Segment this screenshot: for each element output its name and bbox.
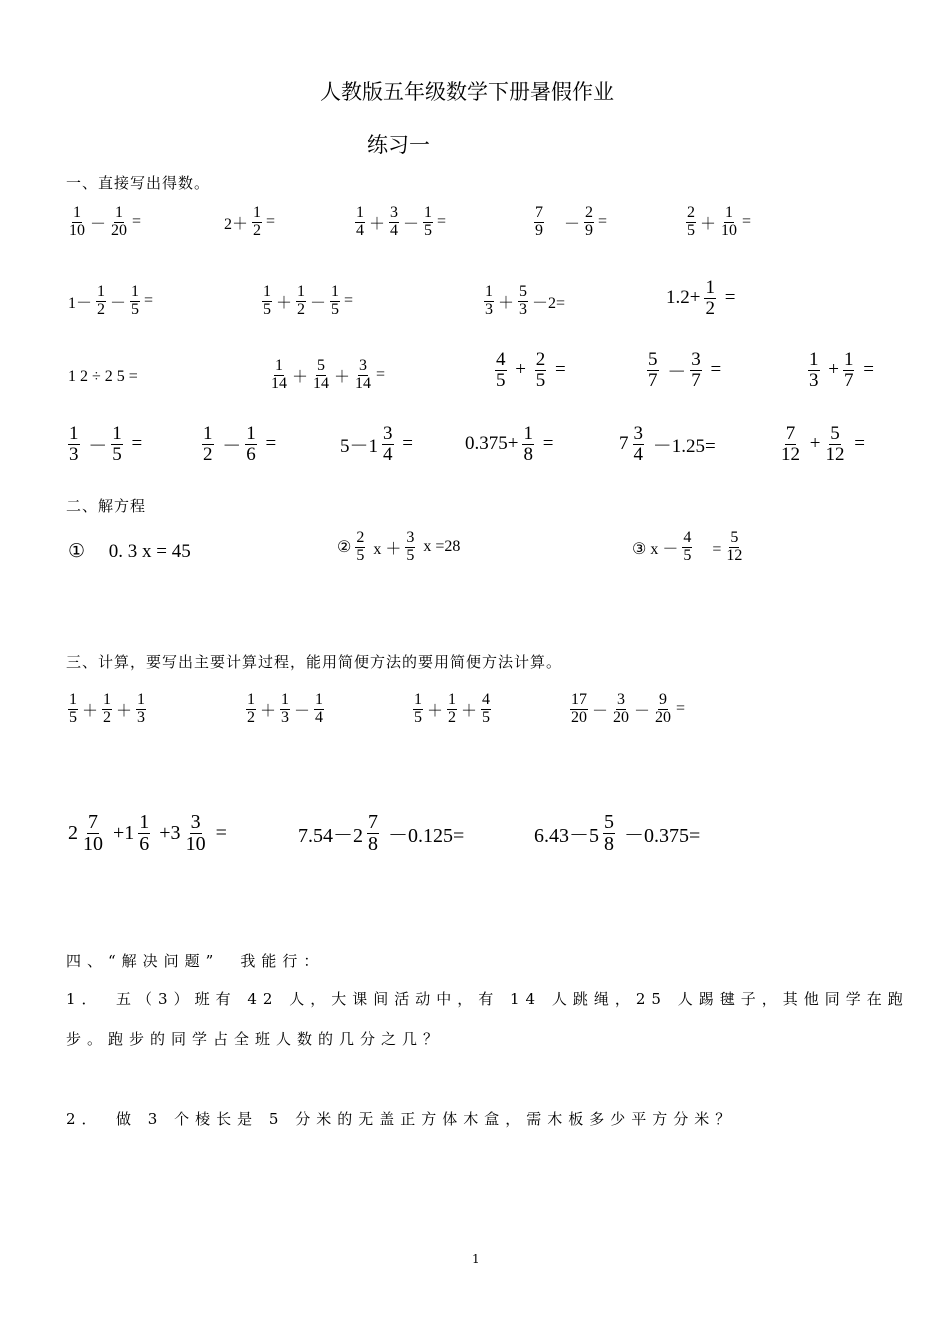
- fraction: [534, 205, 544, 240]
- numerator: 1: [247, 691, 255, 708]
- numerator: 5: [730, 529, 739, 546]
- expression-text: =: [742, 213, 752, 231]
- fraction: [252, 205, 262, 240]
- numerator: 1: [281, 691, 290, 708]
- denominator: 7: [691, 369, 701, 391]
- denominator: 12: [781, 443, 800, 465]
- fraction: [633, 424, 645, 465]
- expression-text: =: [550, 359, 566, 381]
- denominator: 5: [112, 443, 122, 465]
- numerator: 1: [356, 204, 364, 221]
- fraction: [280, 692, 290, 727]
- denominator: 2: [97, 300, 106, 318]
- numerator: 1: [131, 283, 140, 300]
- exercise: [268, 358, 387, 393]
- denominator: 10: [69, 221, 85, 239]
- word-problem-2: 2． 做 3 个棱长是 5 分米的无盖正方体木盒，需木板多少平方分米？: [66, 1110, 737, 1128]
- expression-text: ＋: [427, 702, 444, 720]
- numerator: 1: [69, 691, 77, 708]
- fraction: [354, 358, 372, 393]
- denominator: 3: [281, 708, 290, 726]
- expression-text: －: [592, 702, 609, 720]
- expression-text: －2=: [532, 294, 566, 312]
- numerator: 1: [843, 349, 854, 370]
- numerator: 7: [785, 423, 796, 444]
- fraction: [389, 205, 399, 240]
- fraction: [296, 284, 306, 319]
- numerator: 2: [535, 349, 546, 370]
- numerator: 1: [725, 204, 734, 221]
- numerator: 1: [331, 283, 340, 300]
- fraction: [704, 278, 716, 319]
- expression-text: －1.25=: [648, 435, 716, 457]
- denominator: 3: [485, 300, 493, 318]
- expression-text: －: [90, 215, 107, 233]
- denominator: 5: [406, 546, 415, 564]
- numerator: 7: [88, 811, 98, 833]
- expression-text: ＋: [461, 702, 478, 720]
- numerator: 3: [617, 691, 626, 708]
- fraction: [355, 530, 365, 565]
- fraction: [312, 358, 330, 393]
- expression-text: ②: [337, 539, 352, 557]
- denominator: 5: [496, 369, 506, 391]
- numerator: 1: [809, 349, 819, 370]
- fraction: [202, 424, 214, 465]
- denominator: 10: [83, 833, 103, 855]
- denominator: 20: [655, 708, 672, 726]
- expression-text: 0.375+: [465, 433, 519, 455]
- numerator: 7: [368, 811, 378, 833]
- denominator: 5: [535, 369, 546, 391]
- expression-text: +: [510, 359, 531, 381]
- expression-text: 6.43－5: [534, 825, 599, 847]
- expression-text: ＋: [276, 294, 293, 312]
- expression-text: +: [805, 433, 821, 455]
- exercise: [532, 205, 609, 240]
- expression-text: 2＋: [224, 215, 249, 233]
- exercise: [463, 424, 555, 465]
- denominator: 5: [687, 221, 695, 239]
- exercise: [296, 812, 466, 855]
- numerator: 1: [246, 423, 256, 444]
- expression-text: ③ x －: [632, 540, 679, 558]
- exercise: [222, 205, 277, 240]
- equation: [630, 530, 745, 565]
- numerator: 1: [485, 283, 493, 300]
- numerator: 1: [139, 811, 150, 833]
- exercise: [778, 424, 867, 465]
- denominator: 20: [111, 221, 128, 239]
- expression-text: =: [676, 700, 686, 718]
- fraction: [270, 358, 288, 393]
- expression-text: =: [858, 359, 874, 381]
- fraction: [68, 424, 80, 465]
- fraction: [68, 692, 78, 727]
- expression-text: －: [294, 702, 311, 720]
- fraction: [654, 692, 672, 727]
- expression-text: －: [310, 294, 327, 312]
- expression-text: －: [662, 361, 687, 383]
- expression-text: =: [397, 433, 413, 455]
- fraction: [518, 284, 528, 319]
- denominator: 5: [424, 221, 433, 239]
- expression-text: 5－1: [340, 435, 379, 457]
- expression-text: =: [210, 822, 227, 844]
- fraction: [690, 350, 702, 391]
- fraction: [136, 692, 146, 727]
- exercise: [532, 812, 702, 855]
- exercise: [664, 278, 737, 319]
- denominator: 2: [448, 708, 457, 726]
- page-title: 人教版五年级数学下册暑假作业: [320, 80, 614, 104]
- fraction: [382, 424, 394, 465]
- page-subtitle: 练习一: [367, 133, 430, 157]
- numerator: 1: [73, 204, 81, 221]
- denominator: 2: [103, 708, 112, 726]
- exercise: [338, 424, 415, 465]
- page-number: 1: [472, 1252, 480, 1266]
- expression-text: =: [849, 433, 865, 455]
- expression-text: =: [537, 433, 554, 455]
- denominator: 5: [482, 708, 491, 726]
- exercise: [568, 692, 687, 727]
- fraction: [102, 692, 112, 727]
- fraction: [495, 350, 507, 391]
- exercise: [66, 368, 140, 386]
- fraction: [405, 530, 415, 565]
- fraction: [367, 812, 379, 855]
- denominator: 12: [825, 443, 845, 465]
- expression-text: 1 2 ÷ 2 5 =: [68, 368, 138, 385]
- expression-text: －: [83, 435, 108, 457]
- exercise: [244, 692, 326, 727]
- numerator: 2: [687, 204, 695, 221]
- numerator: 3: [390, 204, 399, 221]
- expression-text: ＋: [334, 368, 351, 386]
- denominator: 5: [263, 300, 271, 318]
- fraction: [96, 284, 106, 319]
- denominator: 5: [331, 300, 340, 318]
- expression-text: ① 0. 3 x = 45: [68, 541, 191, 562]
- denominator: 6: [139, 833, 150, 855]
- denominator: 3: [809, 369, 819, 391]
- fraction: [68, 205, 86, 240]
- section-heading-3: 三、计算，要写出主要计算过程，能用简便方法的要用简便方法计算。: [66, 653, 563, 671]
- denominator: 4: [383, 443, 393, 465]
- numerator: 3: [190, 811, 201, 833]
- numerator: 1: [448, 691, 457, 708]
- denominator: 2: [705, 297, 715, 319]
- numerator: 3: [633, 423, 643, 444]
- exercise: [260, 284, 355, 319]
- expression-text: 7.54－2: [298, 825, 363, 847]
- denominator: 9: [535, 221, 543, 239]
- denominator: 4: [390, 221, 399, 239]
- denominator: 5: [356, 546, 365, 564]
- denominator: 10: [185, 833, 206, 855]
- exercise: [617, 424, 718, 465]
- numerator: 1: [203, 423, 213, 444]
- exercise: [200, 424, 278, 465]
- numerator: 1: [297, 283, 306, 300]
- expression-text: －0.125=: [383, 825, 465, 847]
- expression-text: －0.375=: [619, 825, 701, 847]
- fraction: [330, 284, 340, 319]
- expression-text: ＋: [82, 702, 99, 720]
- denominator: 8: [523, 443, 533, 465]
- expression-text: 1.2+: [666, 287, 701, 309]
- section-heading-1: 一、直接写出得数。: [66, 174, 211, 192]
- expression-text: 1－: [68, 294, 93, 312]
- fraction: [413, 692, 423, 727]
- expression-text: =: [266, 213, 276, 231]
- exercise: [66, 424, 144, 465]
- fraction: [481, 692, 491, 727]
- numerator: 2: [585, 204, 594, 221]
- expression-text: －: [634, 702, 651, 720]
- denominator: 4: [356, 221, 364, 239]
- denominator: 3: [519, 300, 528, 318]
- section-heading-4: 四、“解决问题” 我能行：: [66, 952, 325, 970]
- denominator: 5: [414, 708, 422, 726]
- fraction: [808, 350, 820, 391]
- exercise: [353, 205, 448, 240]
- expression-text: x ＋: [369, 540, 402, 558]
- fraction: [355, 205, 365, 240]
- denominator: 2: [297, 300, 306, 318]
- numerator: 3: [383, 423, 393, 444]
- denominator: 20: [571, 708, 587, 726]
- expression-text: －: [110, 294, 127, 312]
- fraction: [647, 350, 659, 391]
- numerator: 5: [648, 349, 658, 370]
- numerator: 3: [691, 349, 701, 370]
- numerator: 1: [414, 691, 422, 708]
- expression-text: =: [437, 213, 447, 231]
- fraction: [185, 812, 207, 855]
- expression-text: =: [144, 292, 154, 310]
- expression-text: ＋: [700, 215, 717, 233]
- expression-text: =: [344, 292, 354, 310]
- fraction: [612, 692, 630, 727]
- exercise: [66, 205, 143, 240]
- numerator: 1: [705, 277, 715, 298]
- numerator: 5: [519, 283, 528, 300]
- denominator: 3: [69, 443, 79, 465]
- expression-text: ＋: [260, 702, 277, 720]
- fraction: [780, 424, 801, 465]
- section-heading-2: 二、解方程: [66, 497, 147, 515]
- exercise: [66, 692, 148, 727]
- fraction: [570, 692, 588, 727]
- denominator: 7: [648, 369, 658, 391]
- expression-text: =: [260, 433, 277, 455]
- denominator: 2: [253, 221, 262, 239]
- numerator: 1: [103, 691, 112, 708]
- equation: [66, 536, 193, 563]
- expression-text: =: [705, 359, 722, 381]
- numerator: 2: [356, 529, 365, 546]
- expression-text: ＋: [369, 215, 386, 233]
- denominator: 8: [604, 833, 614, 855]
- fraction: [725, 530, 743, 565]
- exercise: [493, 350, 568, 391]
- exercise: [645, 350, 723, 391]
- expression-text: =: [376, 366, 386, 384]
- fraction: [111, 424, 123, 465]
- exercise: [66, 812, 229, 855]
- fraction: [447, 692, 457, 727]
- denominator: 14: [271, 374, 287, 392]
- word-problem-1-line-1: 1． 五（3）班有 42 人，大课间活动中，有 14 人跳绳，25 人踢毽子，其他同学在跑: [66, 990, 909, 1008]
- denominator: 3: [137, 708, 146, 726]
- numerator: 5: [317, 357, 326, 374]
- expression-text: 2: [68, 822, 78, 844]
- exercise: [684, 205, 753, 240]
- fraction: [824, 424, 845, 465]
- fraction: [314, 692, 324, 727]
- expression-text: x =28: [419, 538, 461, 556]
- fraction: [138, 812, 150, 855]
- numerator: 1: [424, 204, 433, 221]
- expression-text: =: [126, 433, 143, 455]
- denominator: 20: [613, 708, 630, 726]
- fraction: [686, 205, 696, 240]
- fraction: [484, 284, 494, 319]
- expression-text: =: [719, 287, 736, 309]
- expression-text: ＋: [498, 294, 515, 312]
- fraction: [522, 424, 534, 465]
- numerator: 5: [830, 423, 840, 444]
- expression-text: +1: [108, 822, 135, 844]
- numerator: 5: [604, 811, 614, 833]
- denominator: 9: [585, 221, 594, 239]
- numerator: 1: [263, 283, 271, 300]
- denominator: 10: [721, 221, 738, 239]
- fraction: [843, 350, 855, 391]
- fraction: [584, 205, 594, 240]
- fraction: [682, 530, 692, 565]
- exercise: [806, 350, 876, 391]
- denominator: 14: [313, 374, 330, 392]
- denominator: 14: [355, 374, 372, 392]
- numerator: 3: [406, 529, 415, 546]
- expression-text: ＋: [116, 702, 133, 720]
- numerator: 1: [253, 204, 262, 221]
- denominator: 7: [843, 369, 854, 391]
- denominator: 5: [683, 546, 692, 564]
- exercise: [482, 284, 567, 319]
- fraction: [423, 205, 433, 240]
- numerator: 4: [482, 691, 491, 708]
- expression-text: +3: [154, 822, 181, 844]
- expression-text: ＋: [292, 368, 309, 386]
- fraction: [246, 692, 256, 727]
- numerator: 1: [112, 423, 122, 444]
- numerator: 1: [97, 283, 106, 300]
- fraction: [603, 812, 615, 855]
- fraction: [262, 284, 272, 319]
- numerator: 1: [275, 357, 283, 374]
- numerator: 1: [115, 204, 124, 221]
- expression-text: －: [403, 215, 420, 233]
- denominator: 2: [247, 708, 255, 726]
- denominator: 4: [315, 708, 324, 726]
- denominator: 6: [246, 443, 256, 465]
- numerator: 7: [535, 204, 543, 221]
- fraction: [535, 350, 547, 391]
- exercise: [411, 692, 493, 727]
- expression-text: －: [217, 435, 242, 457]
- denominator: 2: [203, 443, 213, 465]
- word-problem-1-line-2: 步。跑步的同学占全班人数的几分之几？: [66, 1030, 445, 1048]
- numerator: 1: [315, 691, 324, 708]
- equation: [335, 530, 462, 565]
- expression-text: =: [598, 213, 608, 231]
- denominator: 8: [368, 833, 378, 855]
- fraction: [245, 424, 257, 465]
- expression-text: =: [696, 540, 722, 558]
- expression-text: －: [548, 215, 581, 233]
- fraction: [720, 205, 738, 240]
- denominator: 12: [726, 546, 743, 564]
- expression-text: +: [823, 359, 839, 381]
- fraction: [130, 284, 140, 319]
- denominator: 5: [69, 708, 77, 726]
- expression-text: 7: [619, 433, 629, 455]
- numerator: 4: [683, 529, 692, 546]
- numerator: 1: [523, 423, 533, 444]
- fraction: [82, 812, 104, 855]
- expression-text: =: [132, 213, 142, 231]
- denominator: 5: [131, 300, 140, 318]
- numerator: 4: [496, 349, 506, 370]
- exercise: [66, 284, 155, 319]
- numerator: 1: [69, 423, 79, 444]
- numerator: 17: [571, 691, 587, 708]
- numerator: 9: [659, 691, 668, 708]
- numerator: 3: [359, 357, 368, 374]
- fraction: [110, 205, 128, 240]
- numerator: 1: [137, 691, 146, 708]
- denominator: 4: [633, 443, 643, 465]
